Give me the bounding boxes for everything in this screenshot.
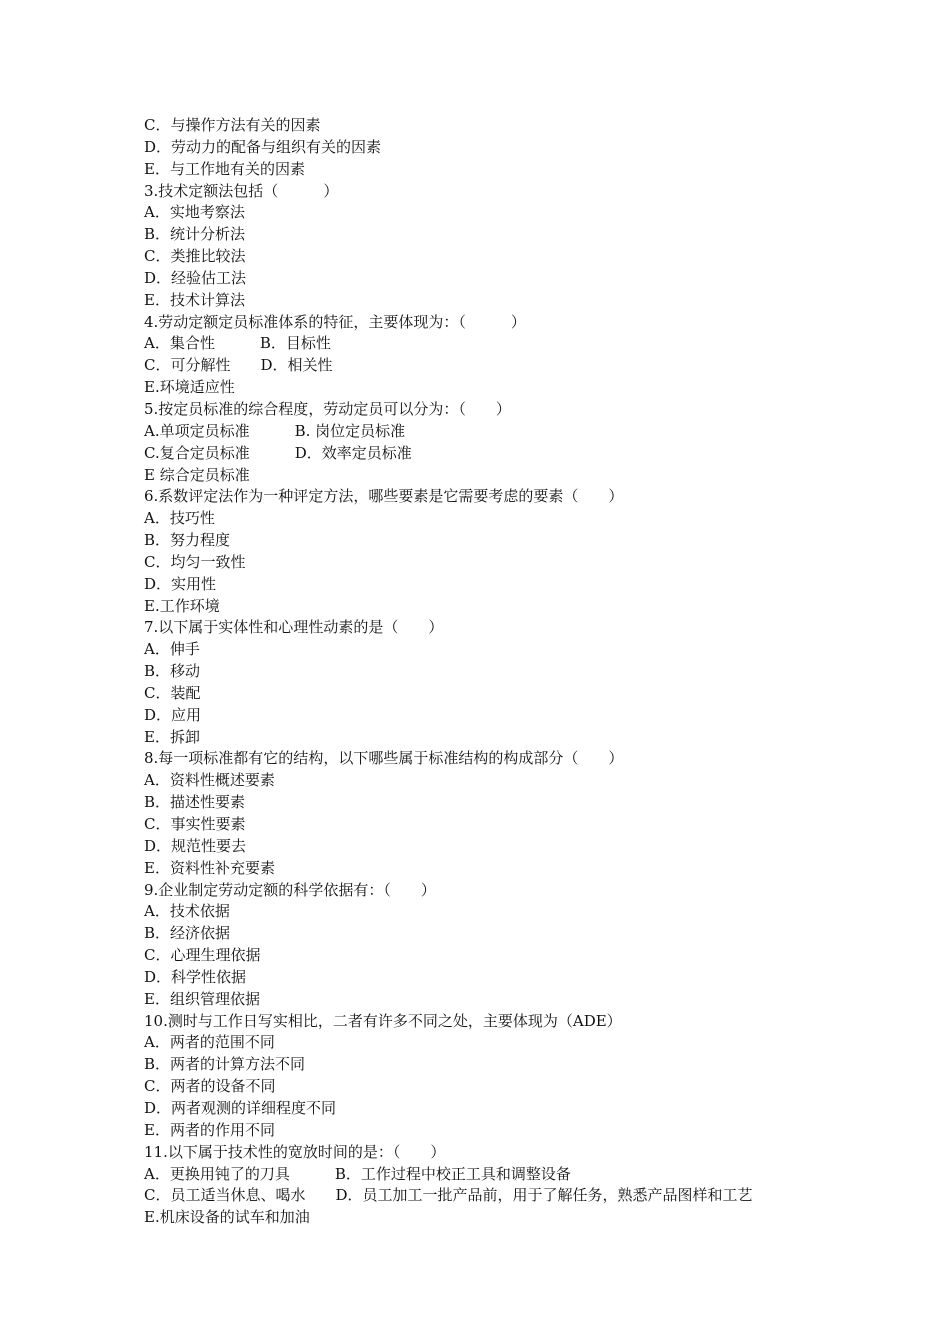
option-line: A．更换用钝了的刀具 B．工作过程中校正工具和调整设备 bbox=[144, 1164, 571, 1183]
option-line: E．两者的作用不同 bbox=[144, 1120, 275, 1139]
option-line: A．集合性 B．目标性 bbox=[144, 334, 331, 353]
option-line: E．组织管理依据 bbox=[144, 989, 260, 1008]
option-line: C．均匀一致性 bbox=[144, 552, 246, 571]
question-6: 6.系数评定法作为一种评定方法，哪些要素是它需要考虑的要素（ ） bbox=[144, 487, 624, 506]
option-line: B．移动 bbox=[144, 662, 201, 681]
option-line: B．统计分析法 bbox=[144, 225, 246, 244]
document-page bbox=[144, 115, 844, 1229]
text-line: C．与操作方法有关的因素 bbox=[144, 116, 321, 134]
question-7: 7.以下属于实体性和心理性动素的是（ ） bbox=[144, 618, 444, 637]
option-line: C．事实性要素 bbox=[144, 815, 246, 833]
option-line: C．两者的设备不同 bbox=[144, 1077, 276, 1096]
option-line: B．经济依据 bbox=[144, 924, 231, 943]
option-line: D．两者观测的详细程度不同 bbox=[144, 1098, 337, 1117]
question-4: 4.劳动定额定员标准体系的特征，主要体现为：（ ） bbox=[144, 312, 526, 331]
option-line: C．员工适当休息、喝水 D．员工加工一批产品前，用于了解任务，熟悉产品图样和工艺 bbox=[144, 1186, 753, 1205]
option-line: A．资料性概述要素 bbox=[144, 771, 275, 790]
option-line: E.工作环境 bbox=[144, 596, 220, 615]
question-11: 11.以下属于技术性的宽放时间的是：（ ） bbox=[144, 1142, 446, 1161]
option-line: E．资料性补充要素 bbox=[144, 858, 275, 877]
option-line: C．可分解性 D．相关性 bbox=[144, 356, 333, 375]
question-10: 10.测时与工作日写实相比，二者有许多不同之处，主要体现为（ADE） bbox=[144, 1011, 622, 1030]
question-8: 8.每一项标准都有它的结构，以下哪些属于标准结构的构成部分（ ） bbox=[144, 749, 624, 768]
option-line: A.单项定员标准 B. 岗位定员标准 bbox=[144, 421, 406, 440]
option-line: A．两者的范围不同 bbox=[144, 1033, 275, 1052]
option-line: A．技巧性 bbox=[144, 509, 215, 528]
option-line: A．实地考察法 bbox=[144, 203, 245, 222]
option-line: C．装配 bbox=[144, 683, 201, 702]
option-line: D．经验估工法 bbox=[144, 268, 247, 287]
option-line: E．技术计算法 bbox=[144, 290, 245, 309]
option-line: E．拆卸 bbox=[144, 727, 200, 746]
option-line: B．描述性要素 bbox=[144, 793, 246, 812]
question-5: 5.按定员标准的综合程度，劳动定员可以分为：（ ） bbox=[144, 399, 511, 418]
option-line: D．科学性依据 bbox=[144, 967, 247, 986]
question-3: 3.技术定额法包括（ ） bbox=[144, 181, 339, 200]
option-line: B．两者的计算方法不同 bbox=[144, 1055, 306, 1074]
option-line: C．类推比较法 bbox=[144, 247, 246, 266]
question-9: 9.企业制定劳动定额的科学依据有：（ ） bbox=[144, 880, 436, 899]
option-line: D．应用 bbox=[144, 705, 202, 724]
option-line: A．伸手 bbox=[144, 640, 200, 659]
option-line: E.机床设备的试车和加油 bbox=[144, 1208, 310, 1227]
option-line: C．心理生理依据 bbox=[144, 946, 261, 965]
text-line: E．与工作地有关的因素 bbox=[144, 159, 305, 178]
text-line: D．劳动力的配备与组织有关的因素 bbox=[144, 137, 382, 156]
option-line: B．努力程度 bbox=[144, 531, 231, 550]
option-line: E 综合定员标准 bbox=[144, 465, 250, 484]
option-line: A．技术依据 bbox=[144, 902, 230, 921]
option-line: D．规范性要去 bbox=[144, 836, 247, 855]
option-line: C.复合定员标准 D．效率定员标准 bbox=[144, 443, 412, 462]
option-line: D．实用性 bbox=[144, 574, 217, 593]
option-line: E.环境适应性 bbox=[144, 378, 235, 397]
